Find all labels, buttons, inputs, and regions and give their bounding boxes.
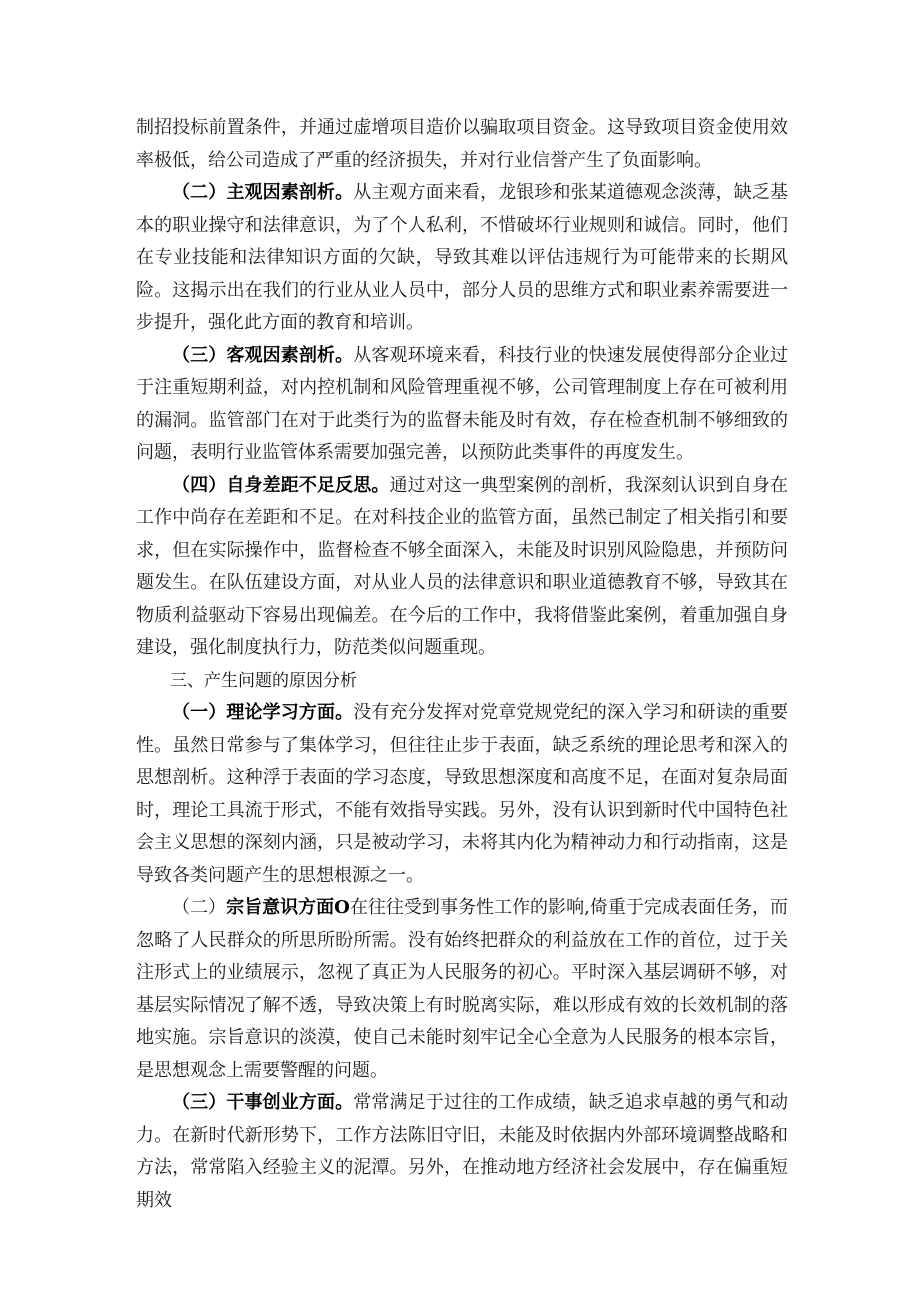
paragraph-text: 在往往受到事务性工作的影响,倚重于完成表面任务，而忽略了人民群众的所思所盼所需。没有始终把群众的利益放在工作的首位，过于关注形式上的业绩展示，忽视了真正为人民服务的初心。平时深入基层调研不够，对基层实际情况了解不透，导致决策上有时脱离实际，难以形成有效的长效机制的落地实施。宗旨意识的淡漠，使自己未能时刻牢记全心全意为人民服务的根本宗旨，是思想观念上需要警醒的问题。 [136, 897, 788, 1081]
paragraph-text: 从客观环境来看，科技行业的快速发展使得部分企业过于注重短期利益，对内控机制和风险管理重视不够，公司管理制度上存在可被利用的漏洞。监管部门在对于此类行为的监督未能及时有效，存在检查机制不够细致的问题，表明行业监管体系需要加强完善，以预防此类事件的再度发生。 [136, 344, 789, 463]
paragraph-lead: 宗旨意识方面O [226, 897, 350, 918]
section-heading: 三、产生问题的原因分析 [170, 670, 357, 691]
paragraph-lead: （二）主观因素剖析。 [172, 182, 354, 203]
paragraph-lead: （一）理论学习方面。 [172, 702, 354, 723]
paragraph-lead: （四）自身差距不足反思。 [172, 474, 390, 496]
paragraph-subjective-factors [136, 177, 788, 340]
paragraph-theory-study [136, 697, 788, 892]
document-body [136, 112, 788, 1217]
paragraph-text: 从主观方面来看，龙银珍和张某道德观念淡薄，缺乏基本的职业操守和法律意识，为了个人私利，不惜破坏行业规则和诚信。同时，他们在专业技能和法律知识方面的欠缺，导致其难以评估违规行为可能带来的长期风险。这揭示出在我们的行业从业人员中，部分人员的思维方式和职业素养需要进一步提升，强化此方面的教育和培训。 [136, 182, 789, 333]
paragraph-text: 没有充分发挥对党章党规党纪的深入学习和研读的重要性。虽然日常参与了集体学习，但往往止步于表面，缺乏系统的理论思考和深入的思想剖析。这种浮于表面的学习态度，导致思想深度和高度不足，在面对复杂局面时，理论工具流于形式，不能有效指导实践。另外，没有认识到新时代中国特色社会主义思想的深刻内涵，只是被动学习，未将其内化为精神动力和行动指南，这是导致各类问题产生的思想根源之一。 [136, 702, 789, 886]
paragraph-continued: 制招投标前置条件，并通过虚增项目造价以骗取项目资金。这导致项目资金使用效率极低，给公司造成了严重的经济损失，并对行业信誉产生了负面影响。 [136, 117, 788, 171]
paragraph-self-reflection [136, 470, 788, 665]
paragraph-lead: （三）客观因素剖析。 [172, 344, 354, 366]
paragraph-lead-prefix: （二） [172, 897, 227, 918]
paragraph-purpose-awareness [136, 892, 788, 1087]
paragraph-text: 通过对这一典型案例的剖析，我深刻认识到自身在工作中尚存在差距和不足。在对科技企业的监管方面，虽然已制定了相关指引和要求，但在实际操作中，监督检查不够全面深入，未能及时识别风险隐患，并预防问题发生。在队伍建设方面，对从业人员的法律意识和职业道德教育不够，导致其在物质利益驱动下容易出现偏差。在今后的工作中，我将借鉴此案例，着重加强自身建设，强化制度执行力，防范类似问题重现。 [136, 474, 788, 658]
paragraph-entrepreneurship [136, 1087, 788, 1217]
paragraph-text: 常常满足于过往的工作成绩，缺乏追求卓越的勇气和动力。在新时代新形势下，工作方法陈旧守旧，未能及时依据内外部环境调整战略和方法，常常陷入经验主义的泥潭。另外，在推动地方经济社会发展中，存在偏重短期效 [136, 1092, 789, 1211]
paragraph-lead: （三）干事创业方面。 [172, 1092, 354, 1113]
paragraph-objective-factors [136, 340, 788, 470]
